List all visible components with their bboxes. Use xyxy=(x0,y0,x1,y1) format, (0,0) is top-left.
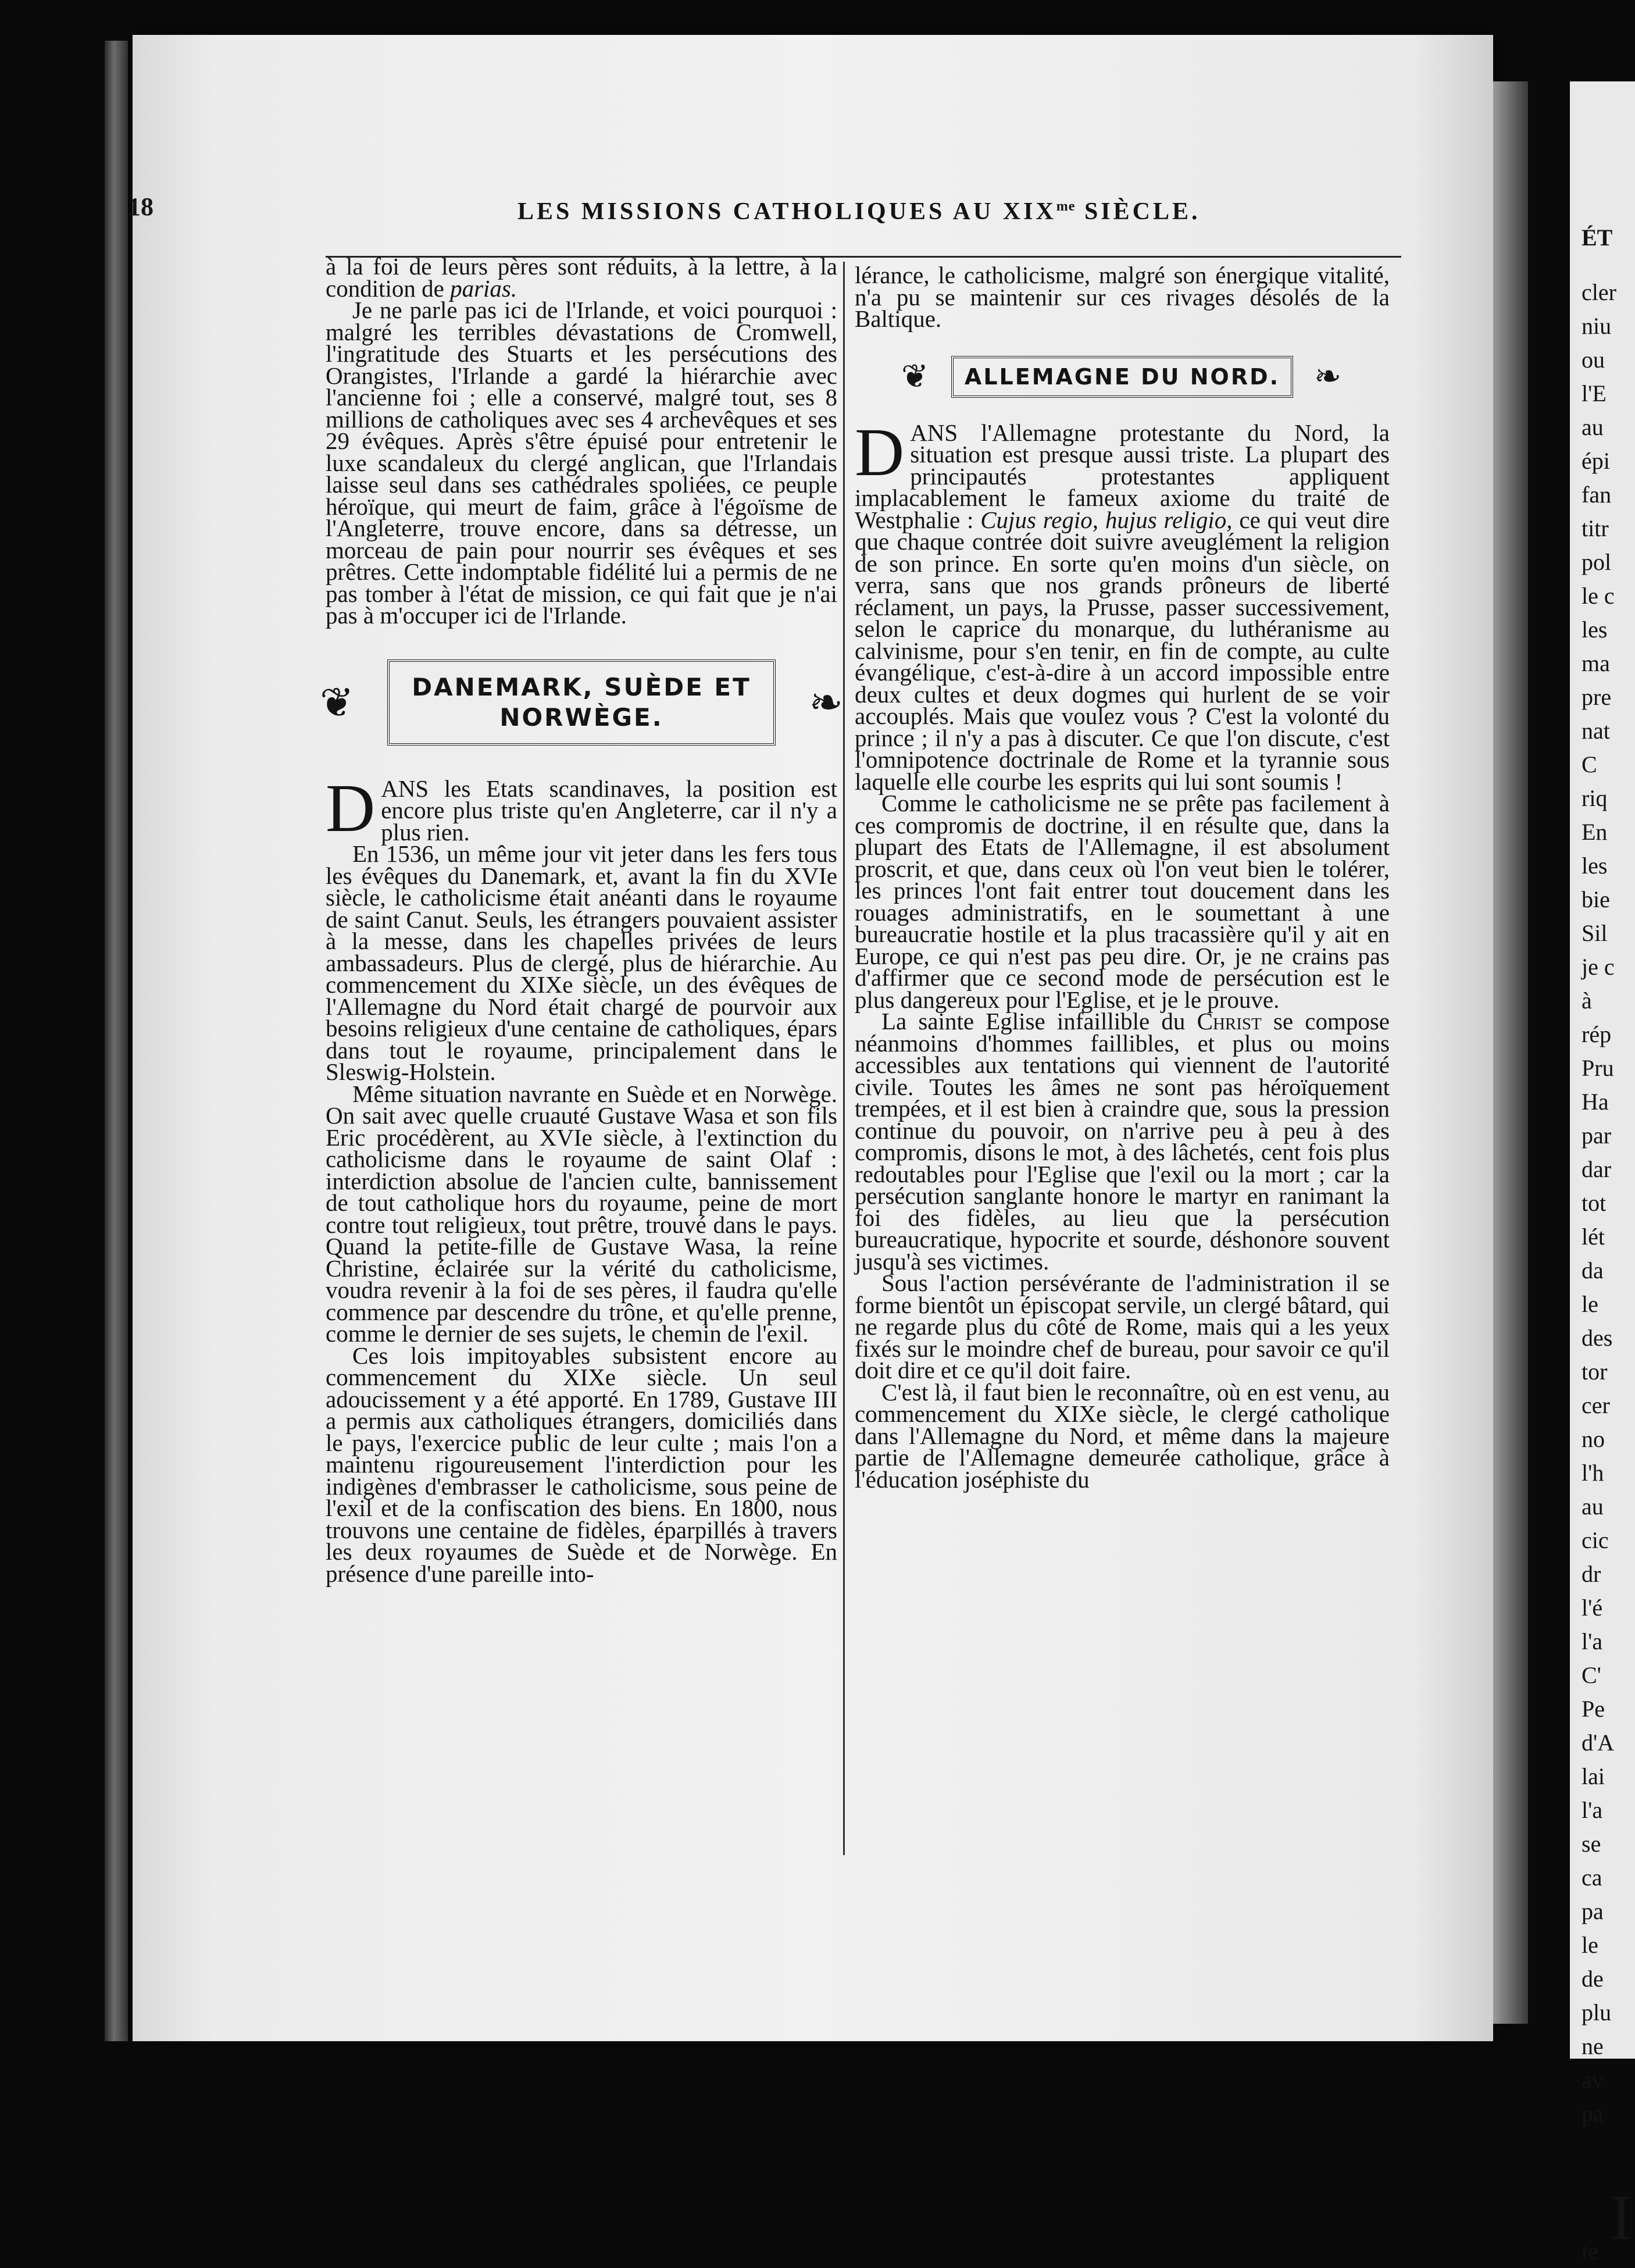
paragraph xyxy=(855,413,1390,795)
adjacent-page-line: riq xyxy=(1582,785,1608,811)
adjacent-page-line: ne xyxy=(1582,2033,1604,2059)
running-title xyxy=(517,198,1201,226)
adjacent-page-line: Ha xyxy=(1582,1089,1609,1115)
ornament-left-icon: ❦ xyxy=(901,357,930,395)
left-column xyxy=(320,253,843,1587)
adjacent-page-line: dr xyxy=(1582,1561,1601,1587)
adjacent-page-line: cic xyxy=(1582,1527,1609,1553)
page-number: 18 xyxy=(128,192,153,221)
adjacent-page-line: pol xyxy=(1582,549,1612,575)
adjacent-page-line: fan xyxy=(1582,482,1612,508)
paragraph-text: La sainte Eglise infaillible du xyxy=(881,1008,1197,1035)
adjacent-page-line: C' xyxy=(1582,1662,1601,1688)
column-divider xyxy=(843,262,845,1855)
adjacent-page-line: Pe xyxy=(1582,1696,1605,1722)
adjacent-page-line: de xyxy=(1582,1966,1604,1992)
adjacent-page-line: au xyxy=(1582,414,1604,440)
section-heading-box xyxy=(320,659,843,746)
drop-cap: D xyxy=(855,413,905,490)
adjacent-page-line: les xyxy=(1582,616,1608,643)
section-heading-box xyxy=(901,356,1343,398)
paragraph: Je ne parle pas ici de l'Irlande, et voici pourquoi : malgré les terribles dévastations de Cromwell, l'ingratitude des Stuarts et les persécutions des Orangistes, l'Irlande a gardé la hiérarchie avec l'ancienne foi ; elle a conservé, malgré tout, ses 8 millions de catholiques avec ses 4 archevêques et ses 29 évêques. Après s'être épuisé pour entretenir le luxe scandaleux du clergé anglican, que l'Irlandais laisse seul dans ses cathédrales spoliées, ce peuple héroïque, qui meurt de faim, grâce à l'égoïsme de l'Angleterre, trouve encore, dans sa détresse, un morceau de pain pour nourrir ses évêques et ses prêtres. Cette indomptable fidélité lui a permis de ne pas tomber à l'état de mission, ce qui fait que je n'ai pas à m'occuper ici de l'Irlande. xyxy=(326,297,837,629)
emphasis-text: parias. xyxy=(450,274,517,302)
adjacent-page-line: bie xyxy=(1582,886,1610,912)
adjacent-page-drop-cap: I xyxy=(1611,2182,1632,2253)
adjacent-page-line: au xyxy=(1582,1493,1604,1520)
running-title-main: LES MISSIONS CATHOLIQUES AU XIX xyxy=(517,198,1056,225)
adjacent-page-line: Sil xyxy=(1582,920,1608,946)
adjacent-page-line: l'E xyxy=(1582,380,1607,406)
adjacent-page-line: des xyxy=(1582,1325,1613,1351)
adjacent-page-line: le xyxy=(1582,1291,1598,1317)
adjacent-page-line: tor xyxy=(1582,1358,1608,1385)
paragraph-text: se compose néanmoins d'hommes faillibles, et plus ou moins accessibles aux tentations qui viennent de l'autorité civile. Toutes les âmes ne sont pas héroïquement trempées, et il est bien à craindre que, sous la pression continue du pouvoir, on n'arrive peu à peu à des compromis, disons le mot, à des lâchetés, cent fois plus redoutables pour l'Eglise que l'exil ou la mort ; car la persécution sanglante honore le martyr en ranimant la foi des fidèles, au lieu que la persécution bureaucratique, hypocrite et sourde, déshonore souvent jusqu'à ses victimes. xyxy=(855,1008,1390,1275)
adjacent-page-line: l'é xyxy=(1582,1595,1603,1621)
adjacent-page-line: plu xyxy=(1582,1999,1612,2025)
ornament-left-icon: ❦ xyxy=(320,678,354,726)
adjacent-page-line: l'h xyxy=(1582,1460,1604,1486)
paragraph xyxy=(855,1008,1390,1275)
adjacent-page-line: ma xyxy=(1582,650,1610,676)
paragraph: Sous l'action persévérante de l'administration il se forme bientôt un épiscopat servile, un clergé bâtard, qui ne regarde plus du côté de Rome, mais qui a les yeux fixés sur le moindre chef de bureau, pour savoir ce qu'il doit dire et ce qu'il doit faire. xyxy=(855,1269,1390,1383)
section-heading: DANEMARK, SUÈDE ET NORWÈGE. xyxy=(412,672,751,732)
adjacent-page-line: no xyxy=(1582,1426,1605,1452)
page-edge-shadow xyxy=(1493,81,1528,2024)
paragraph: C'est là, il faut bien le reconnaître, où en est venu, au commencement du XIXe siècle, le clergé catholique dans l'Allemagne du Nord, et même dans la majeure partie de l'Allemagne demeurée catholique, grâce à l'éducation joséphiste du xyxy=(855,1378,1390,1493)
emphasis-text: Cujus regio, hujus religio, xyxy=(980,506,1233,533)
adjacent-page-line: Pru xyxy=(1582,1055,1614,1081)
adjacent-page-line: lai xyxy=(1582,1763,1605,1789)
adjacent-page-line: C xyxy=(1582,751,1597,778)
paragraph-text: ce qui veut dire que chaque contrée doit suivre aveuglément la religion de son prince. En sorte qu'en moins d'un siècle, on verra, sans que nos grands prôneurs de liberté réclament, un pays, la Prusse, passer successivement, selon le caprice du monarque, du luthéranisme au calvinisme, pour s'en tenir, en fin de compte, au culte évangélique, c'est-à-dire à un accord impossible entre deux cultes et deux dogmes qui hurlent de se voir accouplés. Mais que voulez vous ? C'est la volonté du prince ; il n'y a pas à discuter. Ce que l'on discute, c'est l'omnipotence doctrinale de Rome et la tyrannie sous laquelle elle courbe les esprits qui lui sont soumis ! xyxy=(855,506,1390,795)
adjacent-page-line: d'A xyxy=(1582,1729,1615,1756)
paragraph: lérance, le catholicisme, malgré son énergique vitalité, n'a pu se maintenir sur ces rivages désolés de la Baltique. xyxy=(855,262,1390,332)
running-title-end: SIÈCLE. xyxy=(1075,198,1201,225)
running-title-superscript: me xyxy=(1056,199,1076,214)
adjacent-page-line: dar xyxy=(1582,1156,1612,1182)
adjacent-page-line: l'a xyxy=(1582,1628,1603,1654)
paragraph xyxy=(326,769,837,846)
paragraph: Même situation navrante en Suède et en Norwège. On sait avec quelle cruauté Gustave Wasa et son fils Eric procédèrent, au XVIe siècle, à l'extinction du catholicisme dans le royaume de saint Olaf : interdiction absolue de l'ancien culte, bannissement de tout catholique hors du royaume, peine de mort contre tout religieux, tout prêtre, trouvé dans le pays. Quand la petite-fille de Gustave Wasa, la reine Christine, éclairée sur la vérité du catholicisme, voudra revenir à la foi de ses pères, il faudra qu'elle commence par descendre du trône, et qu'elle prenne, comme le dernier de ses sujets, le chemin de l'exil. xyxy=(326,1080,837,1347)
adjacent-page-line: tot xyxy=(1582,1190,1607,1216)
paragraph-text: à la foi de leurs pères sont réduits, à la lettre, à la condition de xyxy=(326,253,837,302)
adjacent-page-line: je c xyxy=(1582,954,1615,980)
adjacent-page-line: les xyxy=(1582,853,1608,879)
adjacent-page-line: se xyxy=(1582,1831,1601,1857)
adjacent-page-line: niu xyxy=(1582,313,1612,339)
paragraph-text: ANS les Etats scandinaves, la position est encore plus triste qu'en Angleterre, car il n'y a plus rien. xyxy=(381,775,837,846)
paragraph: En 1536, un même jour vit jeter dans les fers tous les évêques du Danemark, et, avant la fin du XVIe siècle, le catholicisme était anéanti dans le royaume de saint Canut. Seuls, les étrangers pouvaient assister à la messe, dans les chapelles privées de leurs ambassadeurs. Plus de clergé, plus de hiérarchie. Au commencement du XIXe siècle, un des évêques de l'Allemagne du Nord était chargé de pourvoir aux besoins religieux d'une centaine de catholiques, épars dans tout le royaume, principalement dans le Sleswig-Holstein. xyxy=(326,840,837,1085)
adjacent-page-line: pa xyxy=(1582,2101,1604,2127)
adjacent-page-title: ÉT xyxy=(1582,224,1613,251)
paragraph: Ces lois impitoyables subsistent encore au commencement du XIXe siècle. Un seul adoucissement y a été apporté. En 1789, Gustave III a permis aux catholiques étrangers, domiciliés dans le pays, l'exercice public de leur culte ; mais l'on a maintenu rigoureusement l'interdiction pour les indigènes d'embrasser le catholicisme, sous peine de l'exil et de la confiscation des biens. En 1800, nous trouvons une centaine de fidèles, éparpillés à travers les deux royaumes de Suède et de Norwège. En présence d'une pareille into- xyxy=(326,1342,837,1587)
drop-cap: D xyxy=(326,769,376,846)
paragraph-text: ANS l'Allemagne protestante du Nord, la situation est presque aussi triste. La plupart des principautés protestantes appliquent implacablement le fameux axiome du traité de Westphalie : xyxy=(855,419,1390,533)
right-column xyxy=(855,262,1390,1493)
adjacent-page-line: pa xyxy=(1582,1898,1604,1924)
paragraph: Comme le catholicisme ne se prête pas facilement à ces compromis de doctrine, il en résulte que, dans la plupart des Etats de l'Allemagne, il est absolument proscrit, et que, dans ceux où l'on veut bien le tolérer, les princes l'ont fait entrer tout doucement dans les rouages administratifs, en le soumettant à une bureaucratie hostile et la plus tracassière qu'il y ait en Europe, ce qui n'est pas peu dire. Or, je ne crains pas d'affirmer que ce second mode de persécution est le plus dangereux pour l'Eglise, et je le prouve. xyxy=(855,790,1390,1013)
adjacent-page-line: rép xyxy=(1582,1021,1612,1047)
adjacent-page-line: cler xyxy=(1582,279,1616,305)
ornament-right-icon: ❧ xyxy=(809,678,843,726)
adjacent-page-line: av xyxy=(1582,2067,1604,2093)
adjacent-page-line: titr xyxy=(1582,515,1609,541)
adjacent-page-fragment xyxy=(1570,81,1635,2264)
ornament-right-icon: ❧ xyxy=(1314,357,1343,395)
paragraph xyxy=(326,253,837,302)
adjacent-page-line: cer xyxy=(1582,1392,1610,1418)
adjacent-page-line: nat xyxy=(1582,718,1610,744)
adjacent-page-line: ca xyxy=(1582,1864,1602,1891)
adjacent-page-line: lét xyxy=(1582,1224,1605,1250)
adjacent-page-line: par xyxy=(1582,1122,1612,1149)
adjacent-page-line: En xyxy=(1582,819,1608,845)
book-spine xyxy=(105,41,128,2041)
section-heading: ALLEMAGNE DU NORD. xyxy=(964,363,1280,390)
adjacent-page-lines xyxy=(1570,276,1635,2131)
adjacent-page-line: pre xyxy=(1582,684,1612,710)
small-caps-text: Christ xyxy=(1197,1008,1262,1035)
adjacent-page-line: da xyxy=(1582,1257,1604,1283)
adjacent-page-line: le xyxy=(1582,1932,1598,1958)
adjacent-page-line: à xyxy=(1582,987,1592,1014)
adjacent-page-line: l'a xyxy=(1582,1797,1603,1823)
adjacent-page-line: le c xyxy=(1582,583,1615,609)
adjacent-page-line: ou xyxy=(1582,347,1605,373)
adjacent-page-line: te xyxy=(1582,2238,1598,2264)
adjacent-page-line: épi xyxy=(1582,448,1610,474)
